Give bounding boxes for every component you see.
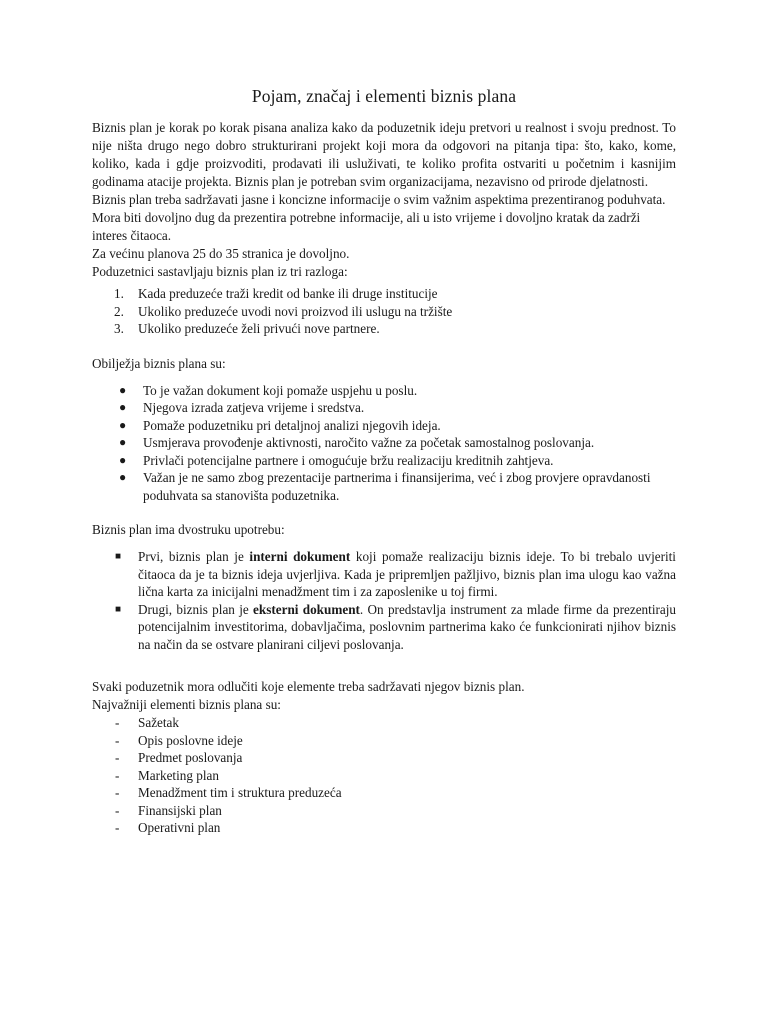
- bullet-icon: ●: [119, 400, 127, 414]
- list-item-text: Sažetak: [138, 715, 180, 730]
- list-item-text: Njegova izrada zatjeva vrijeme i sredstva.: [143, 400, 365, 415]
- list-item: [92, 767, 676, 785]
- page-title: Pojam, značaj i elementi biznis plana: [251, 86, 517, 106]
- list-number: 2.: [114, 303, 124, 319]
- dash-icon: -: [115, 732, 120, 748]
- list-item-text: Drugi, biznis plan je: [138, 601, 254, 617]
- dash-icon: -: [115, 715, 120, 730]
- list-item-text: Važan je ne samo zbog prezentacije partnerima i finansijerima, već i zbog provjere opravdanosti poduhvata sa stanovišta poduzetnika.: [143, 470, 651, 503]
- list-number: 3.: [114, 321, 124, 336]
- intro-paragraph: Biznis plan je korak po korak pisana analiza kako da poduzetnik ideju pretvori u realnost i svoju prednost. To nije ništa drugo nego dobro strukturirani projekt koji mora da odgovori na pitanja tipa: što, kako, kome, koliko, kada i gdje proizvoditi, prodavati ili usluživati, te koliko profita ostvariti u početnim i kasnijim godinama atacije projekta. Biznis plan je potreban svim organizacijama, nezavisno od prirode djelatnosti.: [92, 120, 676, 189]
- list-item-text: Kada preduzeće traži kredit od banke ili druge institucije: [138, 286, 438, 301]
- intro-paragraph: Mora biti dovoljno dug da prezentira potrebne informacije, ali u isto vrijeme i dovoljno kratak da zadrži interes čitaoca.: [92, 210, 641, 243]
- list-item-text: Finansijski plan: [138, 802, 222, 818]
- list-item-text: . On predstavlja instrument za mlade firme da prezentiraju potencijalnim investitorima, dobavljačima, poslovnim partnerima kako će funkcionirati njihov biznis na način da se ostvare planirani ciljevi poslovanja.: [138, 601, 676, 652]
- list-item-text: Operativni plan: [138, 820, 221, 835]
- list-item: [92, 802, 676, 820]
- list-item: [92, 382, 676, 400]
- list-item: [92, 732, 676, 750]
- list-item: [92, 434, 676, 452]
- list-item-text: Pomaže poduzetniku pri detaljnoj analizi njegovih ideja.: [143, 417, 441, 433]
- list-item: [92, 548, 676, 601]
- list-item-text: Marketing plan: [138, 767, 219, 783]
- intro-paragraph: Poduzetnici sastavljaju biznis plan iz tri razloga:: [92, 264, 348, 279]
- dash-icon: -: [115, 750, 120, 765]
- list-item: [92, 714, 676, 732]
- list-item: [92, 469, 676, 504]
- list-number: 1.: [114, 286, 124, 301]
- list-item-text: Ukoliko preduzeće želi privući nove partnere.: [138, 321, 380, 336]
- section-heading: Obilježja biznis plana su:: [92, 355, 226, 371]
- list-item-text: To je važan dokument koji pomaže uspjehu u poslu.: [143, 382, 418, 398]
- list-item: [92, 417, 676, 435]
- list-item: [92, 303, 676, 321]
- bullet-icon: ●: [119, 435, 127, 449]
- list-item-text: koji pomaže realizaciju biznis ideje. To bi trebalo uvjeriti čitaoca da je ta biznis ideja uvjerljiva. Kada je pripremljen pažljivo, biznis plan ima ulogu kao važna lična karta za inicijalni menadžment tim i za zaposlenike u toj firmi.: [138, 549, 676, 599]
- list-item: [92, 285, 676, 303]
- bullet-icon: ●: [119, 452, 127, 467]
- list-item-text: Predmet poslovanja: [138, 750, 243, 765]
- square-bullet-icon: ■: [115, 603, 122, 615]
- bold-term: interni dokument: [249, 549, 351, 564]
- list-item: [92, 749, 676, 767]
- dash-icon: -: [115, 767, 120, 783]
- square-bullet-icon: ■: [115, 551, 122, 562]
- list-item: [92, 452, 676, 470]
- intro-paragraph: Za većinu planova 25 do 35 stranica je dovoljno.: [92, 246, 350, 261]
- list-item: [92, 601, 676, 654]
- bold-term: eksterni dokument: [253, 601, 360, 617]
- dash-icon: -: [115, 820, 120, 835]
- list-item: [92, 399, 676, 417]
- intro-paragraph: Biznis plan treba sadržavati jasne i koncizne informacije o svim važnim aspektima prezentiranog poduhvata.: [92, 192, 666, 207]
- bullet-icon: ●: [119, 382, 127, 397]
- list-item: [92, 784, 676, 802]
- elements-intro: Najvažniji elementi biznis plana su:: [92, 697, 281, 712]
- list-item: [92, 819, 676, 837]
- elements-list: [92, 714, 676, 837]
- features-list: [92, 382, 676, 505]
- reasons-list: [92, 285, 676, 338]
- list-item-text: Opis poslovne ideje: [138, 732, 243, 748]
- usage-list: [92, 548, 676, 653]
- section-heading: Biznis plan ima dvostruku upotrebu:: [92, 522, 285, 537]
- bullet-icon: ●: [119, 470, 127, 484]
- list-item-text: Prvi, biznis plan je: [138, 549, 250, 564]
- dash-icon: -: [115, 785, 120, 800]
- elements-intro: Svaki poduzetnik mora odlučiti koje elemente treba sadržavati njegov biznis plan.: [92, 679, 525, 694]
- list-item-text: Privlači potencijalne partnere i omogućuje bržu realizaciju kreditnih zahtjeva.: [143, 452, 554, 468]
- dash-icon: -: [115, 802, 120, 818]
- list-item-text: Usmjerava provođenje aktivnosti, naročito važne za početak samostalnog poslovanja.: [143, 435, 595, 450]
- list-item-text: Ukoliko preduzeće uvodi novi proizvod ili uslugu na tržište: [138, 303, 453, 319]
- bullet-icon: ●: [119, 417, 127, 432]
- list-item: [92, 320, 676, 338]
- list-item-text: Menadžment tim i struktura preduzeća: [138, 785, 342, 800]
